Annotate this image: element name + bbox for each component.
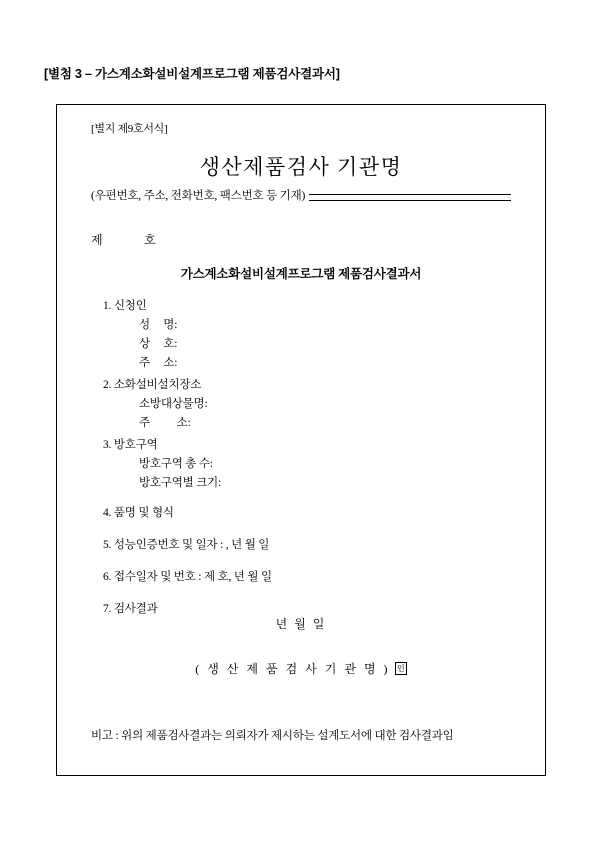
address-rule: [309, 194, 511, 201]
seal-stamp: 인: [397, 664, 405, 673]
form-title: 가스계소화설비설계프로그램 제품검사결과서: [180, 267, 422, 281]
list-item: [103, 536, 525, 552]
date-line: 년 월 일: [275, 617, 327, 631]
item-sub: 상 호:: [139, 338, 178, 350]
document-number-prefix: 제: [91, 233, 104, 247]
document-number-line: [91, 231, 156, 248]
item-label: 6. 접수일자 및 번호 : 제 호, 년 월 일: [103, 571, 272, 583]
list-item: [103, 297, 525, 370]
list-item: [103, 436, 525, 490]
item-sub: 주 소:: [139, 357, 178, 369]
form-container: [56, 104, 546, 776]
document-number-suffix: 호: [144, 233, 157, 247]
issuer-line: [57, 660, 545, 677]
item-label: 1. 신청인: [103, 300, 147, 312]
item-sub: 방호구역 총 수:: [139, 458, 213, 470]
item-sub: 소방대상물명:: [139, 398, 208, 410]
item-sub: 방호구역별 크기:: [139, 477, 222, 489]
list-item: [103, 376, 525, 430]
organization-title: 생산제품검사 기관명: [199, 155, 403, 179]
item-label: 2. 소화설비설치장소: [103, 379, 202, 391]
item-sub: 주 소:: [139, 417, 191, 429]
list-item: [103, 504, 525, 520]
item-label: 3. 방호구역: [103, 439, 158, 451]
footnote: 비고 : 위의 제품검사결과는 의뢰자가 제시하는 설계도서에 대한 검사결과임: [91, 730, 454, 742]
item-label: 5. 성능인증번호 및 일자 : , 년 월 일: [103, 539, 270, 551]
form-items-list: [103, 297, 525, 622]
item-label: 4. 품명 및 형식: [103, 507, 174, 519]
list-item: [103, 600, 525, 616]
address-note-line: [91, 187, 511, 203]
list-item: [103, 568, 525, 584]
issuer-name: ( 생 산 제 품 검 사 기 관 명 ): [195, 662, 391, 676]
address-note-text: (우편번호, 주소, 전화번호, 팩스번호 등 기재): [91, 190, 306, 202]
item-sub: 성 명:: [139, 319, 178, 331]
form-number-label: [별지 제9호서식]: [91, 123, 168, 135]
page-title: [별첨 3 – 가스계소화설비설계프로그램 제품검사결과서]: [44, 67, 340, 81]
item-label: 7. 검사결과: [103, 603, 158, 615]
